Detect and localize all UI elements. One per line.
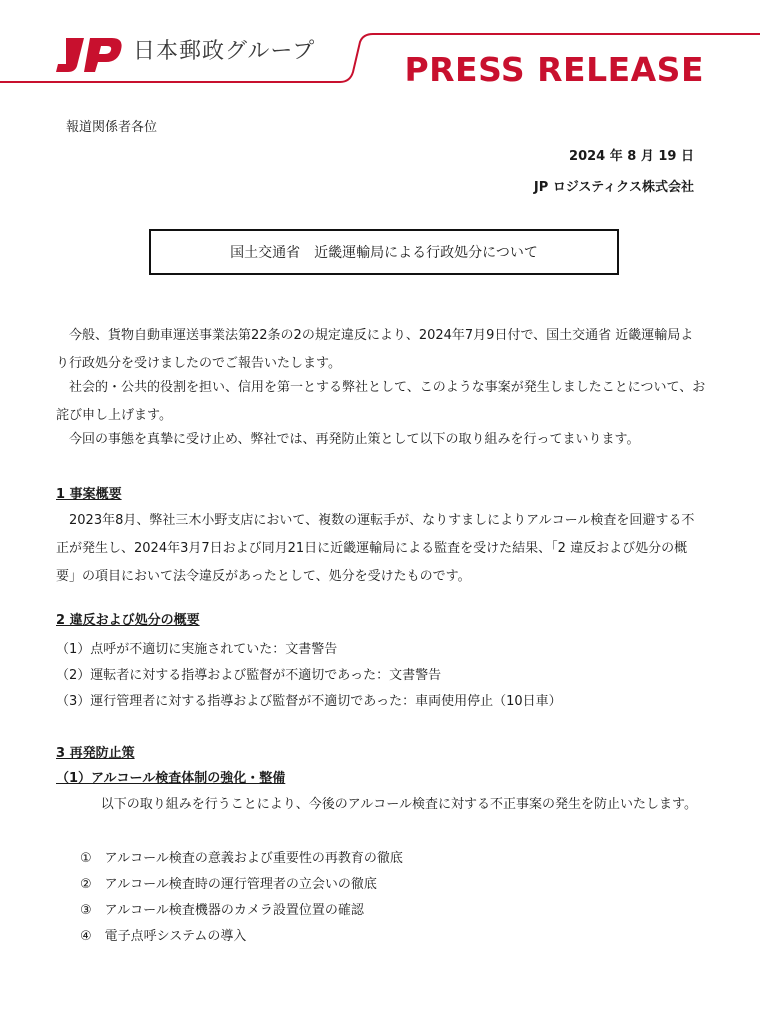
section-3-subheading <box>56 765 706 793</box>
jp-logo-icon <box>56 38 122 72</box>
list-item: ① アルコール検査の意義および重要性の再教育の徹底 <box>80 851 403 866</box>
group-brand-name: 日本郵政グループ <box>133 39 316 64</box>
intro-paragraph-3: 今回の事態を真摯に受け止め、弊社では、再発防止策として以下の取り組みを行ってまいります。 <box>69 432 640 447</box>
page-header <box>0 0 760 100</box>
company-name: JP ロジスティクス株式会社 <box>533 180 694 195</box>
violation-list <box>56 637 562 715</box>
list-item: （2）運転者に対する指導および監督が不適切であった：文書警告 <box>56 668 442 683</box>
intro-paragraph-1: 今般、貨物自動車運送事業法第22条の2の規定違反により、2024年7月9日付で、国土交通省 近畿運輸局より行政処分を受けましたのでご報告いたします。 <box>56 328 694 371</box>
list-item: ③ アルコール検査機器のカメラ設置位置の確認 <box>80 903 364 918</box>
press-release-label: PRESS RELEASE <box>404 50 704 89</box>
section-3-body: 以下の取り組みを行うことにより、今後のアルコール検査に対する不正事案の発生を防止いたします。 <box>100 797 697 812</box>
section-1-heading <box>56 481 706 509</box>
section-3-heading-text: 3 再発防止策 <box>56 746 135 761</box>
list-item: （3）運行管理者に対する指導および監督が不適切であった：車両使用停止（10日車） <box>56 694 562 709</box>
list-item: ④ 電子点呼システムの導入 <box>80 929 247 944</box>
document-title-text: 国土交通省 近畿運輸局による行政処分について <box>230 245 538 261</box>
section-2-heading-text: 2 違反および処分の概要 <box>56 613 200 628</box>
section-1-body: 2023年8月、弊社三木小野支店において、複数の運転手が、なりすましによりアルコール検査を回避する不正が発生し、2024年3月7日および同月21日に近畿運輸局による監査を受けた結果、「2 違反および処分の概要」の項目において法令違反があったとして、処分を受けたものです。 <box>56 513 695 584</box>
section-2-heading <box>56 607 706 635</box>
document-title <box>149 229 619 275</box>
section-3-heading <box>56 740 706 768</box>
section-3-subheading-text: （1）アルコール検査体制の強化・整備 <box>56 771 286 786</box>
list-item: （1）点呼が不適切に実施されていた：文書警告 <box>56 642 338 657</box>
intro-paragraph-2: 社会的・公共的役割を担い、信用を第一とする弊社として、このような事案が発生しましたことについて、お詫び申し上げます。 <box>56 380 706 423</box>
prevention-list <box>80 846 403 950</box>
addressee: 報道関係者各位 <box>66 120 158 135</box>
section-1-heading-text: 1 事案概要 <box>56 487 122 502</box>
release-date: 2024 年 8 月 19 日 <box>569 149 694 164</box>
list-item: ② アルコール検査時の運行管理者の立会いの徹底 <box>80 877 377 892</box>
